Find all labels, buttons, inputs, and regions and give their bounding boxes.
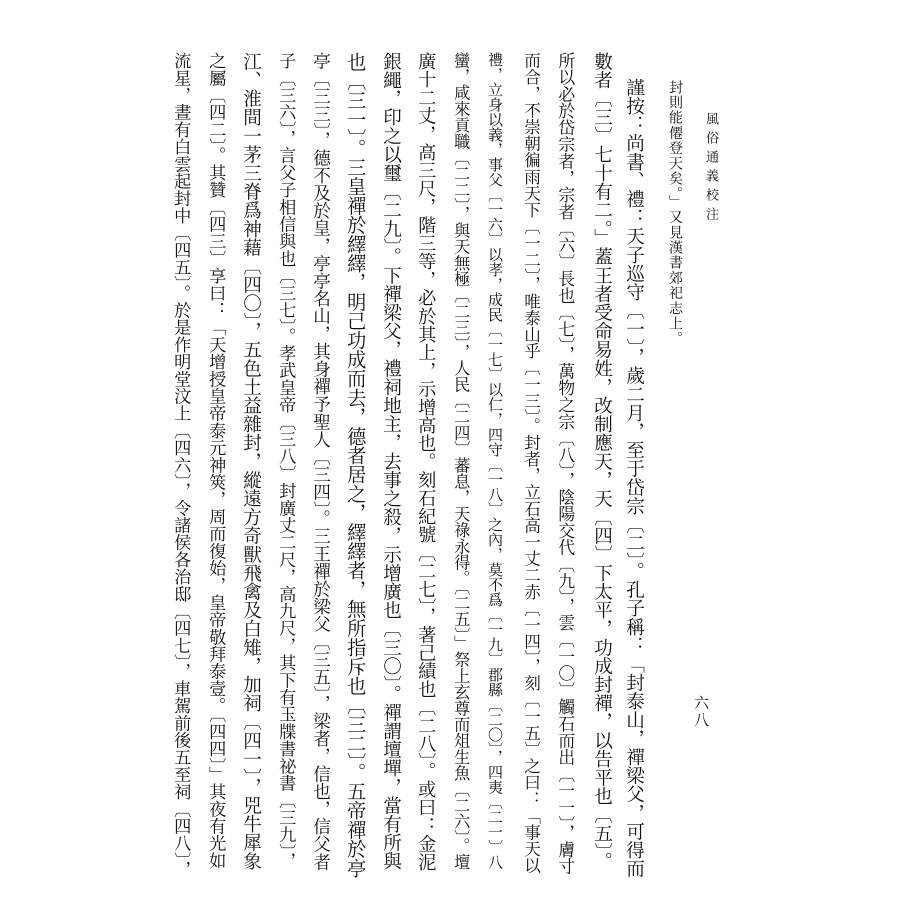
text-column-12: 子〔三六〕，言父子相信與也〔三七〕。孝武皇帝〔三八〕封廣丈二尺，高九尺，其下有玉牒書祕書〔三九〕， [275,52,296,869]
text-column-10: 也〔三一〕。三皇禪於繹繹，明己功成而去，德者居之，繹繹者，無所指斥也〔三二〕。五帝禪於亭 [344,52,368,878]
text-column-5: 而合，不崇朝徧雨天下〔一二〕，唯泰山乎〔一三〕。封者，立石高一丈二赤〔一四〕，刻〔一五〕之曰：「事天以 [521,52,541,874]
text-column-3: 數者〔三〕七十有二。」蓋王者受命易姓，改制應天，天〔四〕下太平，功成封禪，以告平也〔五〕。 [591,52,613,871]
text-column-13: 江、淮間一茅三脊爲神藉〔四〇〕，五色土益雜封，縱遠方奇獸飛禽及白雉，加祠〔四一〕，兕牛犀象 [240,52,262,871]
text-column-9: 銀繩，印之以璽〔二九〕。下禪梁父，禮祠地主，去事之殺，示增廣也〔三〇〕。禪謂壇墠，當有所與 [380,52,402,871]
text-column-8: 廣十二丈，高三尺，階三等，必於其上，示增高也。刻石紀號〔二七〕，著己績也〔二八〕。或曰：金泥 [415,52,437,871]
text-column-15: 流星，晝有白雲起封中〔四五〕。於是作明堂汶上〔四六〕，令諸侯各治邸〔四七〕，車駕前後五至祠〔四八〕， [170,52,191,878]
text-column-6: 禮，立身以義，事父〔一六〕以孝，成民〔一七〕以仁，四守〔一八〕之內，莫不爲〔一九〕郡縣〔二〇〕，四夷〔二一〕八 [486,52,504,870]
page-number: 六八 [692,695,710,729]
text-column-11: 亭〔三三〕，德不及於皇，亭亭名山，其身禪予聖人〔三四〕。三王禪於梁父〔三五〕，梁者，信也，信父者 [310,52,331,871]
text-column-7: 蠻，咸來貢職〔二二〕，與天無極〔二三〕，人民〔二四〕蕃息，天祿永得。〔二五〕」祭上玄尊而俎生魚〔二六〕。壇 [451,52,471,871]
text-column-4: 所以必於岱宗者，宗者〔六〕長也〔七〕，萬物之宗〔八〕，陰陽交代〔九〕，雲〔一〇〕觸石而出〔一一〕，膚寸 [555,52,576,875]
text-column-1: 封則能僊登天矣。」又見漢書郊祀志上。 [667,80,683,347]
text-column-14: 之屬〔四二〕。其贊〔四三〕享曰：「天增授皇帝泰元神筴，周而復始，皇帝敬拜泰壹。〔四四〕」其夜有光如 [205,52,226,869]
running-header-title: 風俗通義校注 [703,112,718,226]
text-column-2: 謹按：尚書、禮：天子巡守〔一〕，歲二月，至于岱宗〔二〕。孔子稱：「封泰山，禪梁父，可得而 [623,78,645,878]
